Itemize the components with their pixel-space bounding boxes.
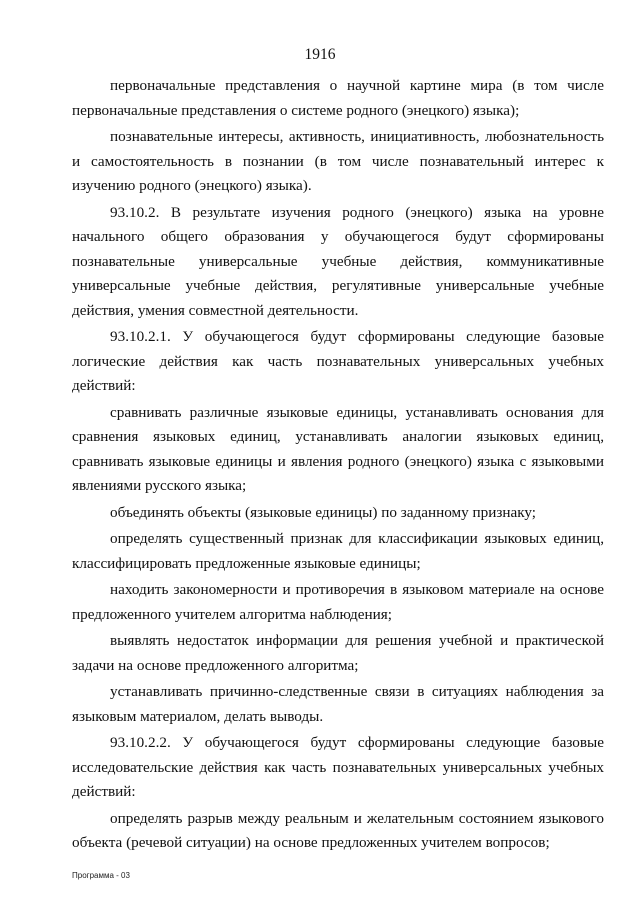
paragraph: познавательные интересы, активность, инициативность, любознательность и самостоятельность в познании (в том числе познавательный интерес к изучению родного (энецкого) языка).	[72, 128, 604, 194]
paragraph: первоначальные представления о научной картине мира (в том числе первоначальные представления о системе родного (энецкого) языка);	[72, 77, 604, 119]
paragraph: 93.10.2.1. У обучающегося будут сформированы следующие базовые логические действия как часть познавательных универсальных учебных действий:	[72, 328, 604, 394]
paragraph: определять существенный признак для классификации языковых единиц, классифицировать предложенные языковые единицы;	[72, 530, 604, 572]
document-body	[72, 74, 604, 856]
paragraph: 93.10.2. В результате изучения родного (энецкого) языка на уровне начального общего образования у обучающегося будут сформированы познавательные универсальные учебные действия, коммуникативные универсальные учебные действия, регулятивные универсальные учебные действия, умения совместной деятельности.	[72, 203, 604, 319]
paragraph: находить закономерности и противоречия в языковом материале на основе предложенного учителем алгоритма наблюдения;	[72, 581, 604, 623]
paragraph: сравнивать различные языковые единицы, устанавливать основания для сравнения языковых единиц, устанавливать аналогии языковых единиц, сравнивать языковые единицы и явления родного (энецкого) языка с языковыми явлениями русского языка;	[72, 403, 604, 494]
paragraph: объединять объекты (языковые единицы) по заданному признаку;	[110, 503, 536, 521]
paragraph: выявлять недостаток информации для решения учебной и практической задачи на основе предложенного алгоритма;	[72, 632, 604, 674]
paragraph: устанавливать причинно-следственные связи в ситуациях наблюдения за языковым материалом, делать выводы.	[72, 683, 604, 725]
paragraph: 93.10.2.2. У обучающегося будут сформированы следующие базовые исследовательские действия как часть познавательных универсальных учебных действий:	[72, 734, 604, 800]
page-number: 1916	[304, 46, 336, 63]
paragraph: определять разрыв между реальным и желательным состоянием языкового объекта (речевой ситуации) на основе предложенных учителем вопросов;	[72, 809, 604, 851]
page-footer: Программа - 03	[72, 871, 130, 880]
